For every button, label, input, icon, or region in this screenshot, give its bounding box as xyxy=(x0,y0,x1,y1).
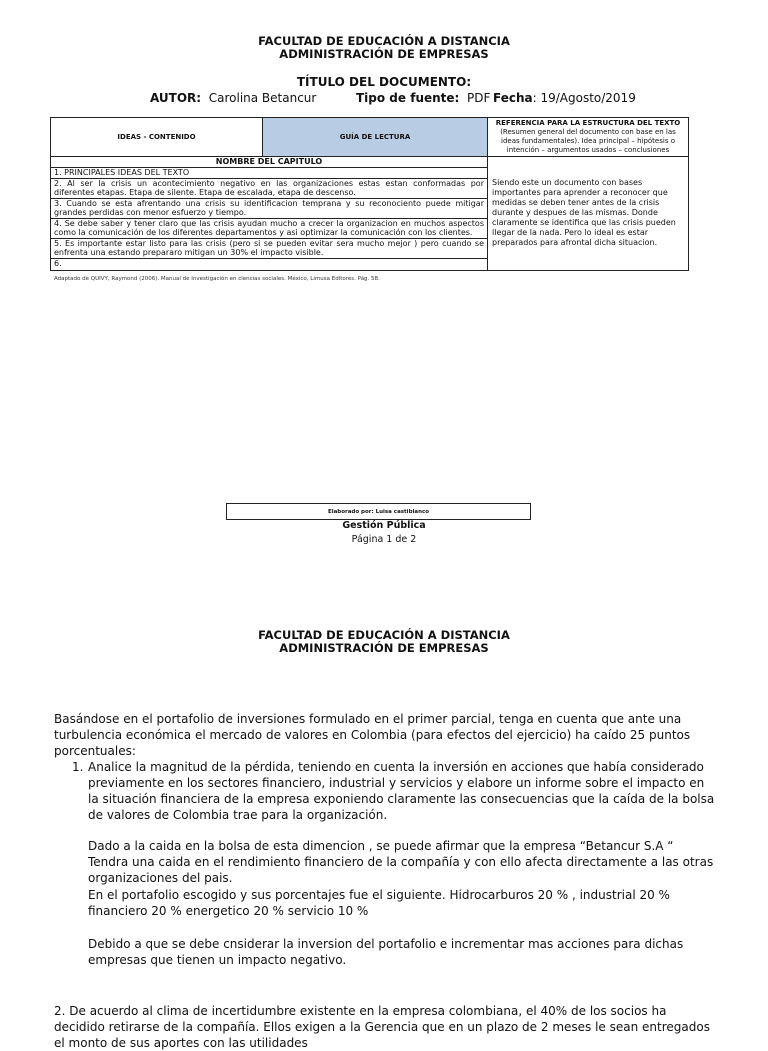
item1-number: 1. xyxy=(72,760,84,774)
date-value: : 19/Agosto/2019 xyxy=(532,91,636,105)
source-type-label: Tipo de fuente: xyxy=(356,91,460,105)
chapter-name-header: NOMBRE DEL CAPITULO xyxy=(51,157,488,168)
doc-title-label: TÍTULO DEL DOCUMENTO: xyxy=(296,75,472,89)
reading-guide-header: GUÍA DE LECTURA xyxy=(263,118,488,157)
source-note: Adaptado de QUIVY, Raymond (2006). Manual de Investigación en ciencias sociales. México, Limusa Editores. Pág. 58. xyxy=(54,276,380,282)
item1-answer-paragraph: Dado a la caida en la bolsa de esta dimencion , se puede afirmar que la empresa “Betancur S.A “ Tendra una caida en el rendimiento financiero de la compañía y con ello afecta directamente a las otras organizaciones del pais. xyxy=(88,839,714,885)
table-row: 1. PRINCIPALES IDEAS DEL TEXTO xyxy=(51,168,488,179)
reference-subtitle: (Resumen general del documento con base en las ideas fundamentales). Idea principal – hipótesis o intención – argumentos usados – conclusiones xyxy=(500,128,676,154)
item1-answer-paragraph: En el portafolio escogido y sus porcentajes fue el siguiente. Hidrocarburos 20 % , industrial 20 % financiero 20 % energetico 20 % servicio 10 % xyxy=(88,888,670,918)
table-row: 2. Al ser la crisis un acontecimiento negativo en las organizaciones estas estan conformadas por diferentes etapas. Etapa de silente. Etapa de escalada, etapa de descenso. xyxy=(51,178,488,198)
date-label: Fecha xyxy=(493,91,533,105)
author-label: AUTOR: xyxy=(150,91,202,105)
table-row: 6. xyxy=(51,258,488,270)
author-value: Carolina Betancur xyxy=(208,91,317,105)
footer-page-number: Página 1 de 2 xyxy=(351,534,417,545)
summary-cell: Siendo este un documento con bases importantes para aprender a reconocer que medidas se deben tener antes de la crisis durante y despues de las mismas. Donde claramente se identifica que las crisis pueden llegar de la nada. Pero lo ideal es estar preparados para afrontal dicha situacion. xyxy=(488,157,689,271)
page1-header-line2: ADMINISTRACIÓN DE EMPRESAS xyxy=(279,47,489,61)
intro-paragraph: Basándose en el portafolio de inversiones formulado en el primer parcial, tenga en cuenta que ante una turbulencia económica el mercado de valores en Colombia (para efectos del ejercicio) ha caído 25 puntos porcentuales: xyxy=(54,712,691,758)
reading-guide-table xyxy=(50,117,689,271)
prepared-by-box: Elaborado por: Luisa castiblanco xyxy=(226,503,531,520)
table-row: 4. Se debe saber y tener claro que las crisis ayudan mucho a crecer la organizacion en muchos aspectos como la comunicación de los diferentes departamentos y asi optimizar la comunicación con los clientes. xyxy=(51,218,488,238)
source-type-value: PDF xyxy=(466,91,491,105)
item1-question: Analice la magnitud de la pérdida, teniendo en cuenta la inversión en acciones que había considerado previamente en los sectores financiero, industrial y servicios y elabore un informe sobre el impacto en la situación financiera de la empresa exponiendo claramente las consecuencias que la caída de la bolsa de valores de Colombia trae para la organización. xyxy=(88,760,715,822)
page2-header-line1: FACULTAD DE EDUCACIÓN A DISTANCIA xyxy=(258,628,510,642)
reference-title: REFERENCIA PARA LA ESTRUCTURA DEL TEXTO xyxy=(495,119,681,127)
footer-title: Gestión Pública xyxy=(342,520,426,531)
item2-paragraph: 2. De acuerdo al clima de incertidumbre existente en la empresa colombiana, el 40% de los socios ha decidido retirarse de la compañía. Ellos exigen a la Gerencia que en un plazo de 2 meses le sean entregados el monto de sus aportes con las utilidades xyxy=(54,1004,710,1050)
table-row: 5. Es importante estar listo para las crisis (pero si se pueden evitar sera mucho mejor ) pero cuando se enfrenta una estando prepararo mitigan un 30% el impacto visible. xyxy=(51,238,488,258)
text-structure-reference-header xyxy=(488,118,689,157)
page2-header-line2: ADMINISTRACIÓN DE EMPRESAS xyxy=(279,641,489,655)
item1-answer-paragraph: Debido a que se debe cnsiderar la inversion del portafolio e incrementar mas acciones para dichas empresas que tienen un impacto negativo. xyxy=(88,937,684,967)
page1-header-line1: FACULTAD DE EDUCACIÓN A DISTANCIA xyxy=(258,34,510,48)
table-row: 3. Cuando se esta afrentando una crisis su identificacion temprana y su reconociento puede mitigar grandes perdidas con menor esfuerzo y tiempo. xyxy=(51,198,488,218)
ideas-content-header: IDEAS - CONTENIDO xyxy=(51,118,263,157)
